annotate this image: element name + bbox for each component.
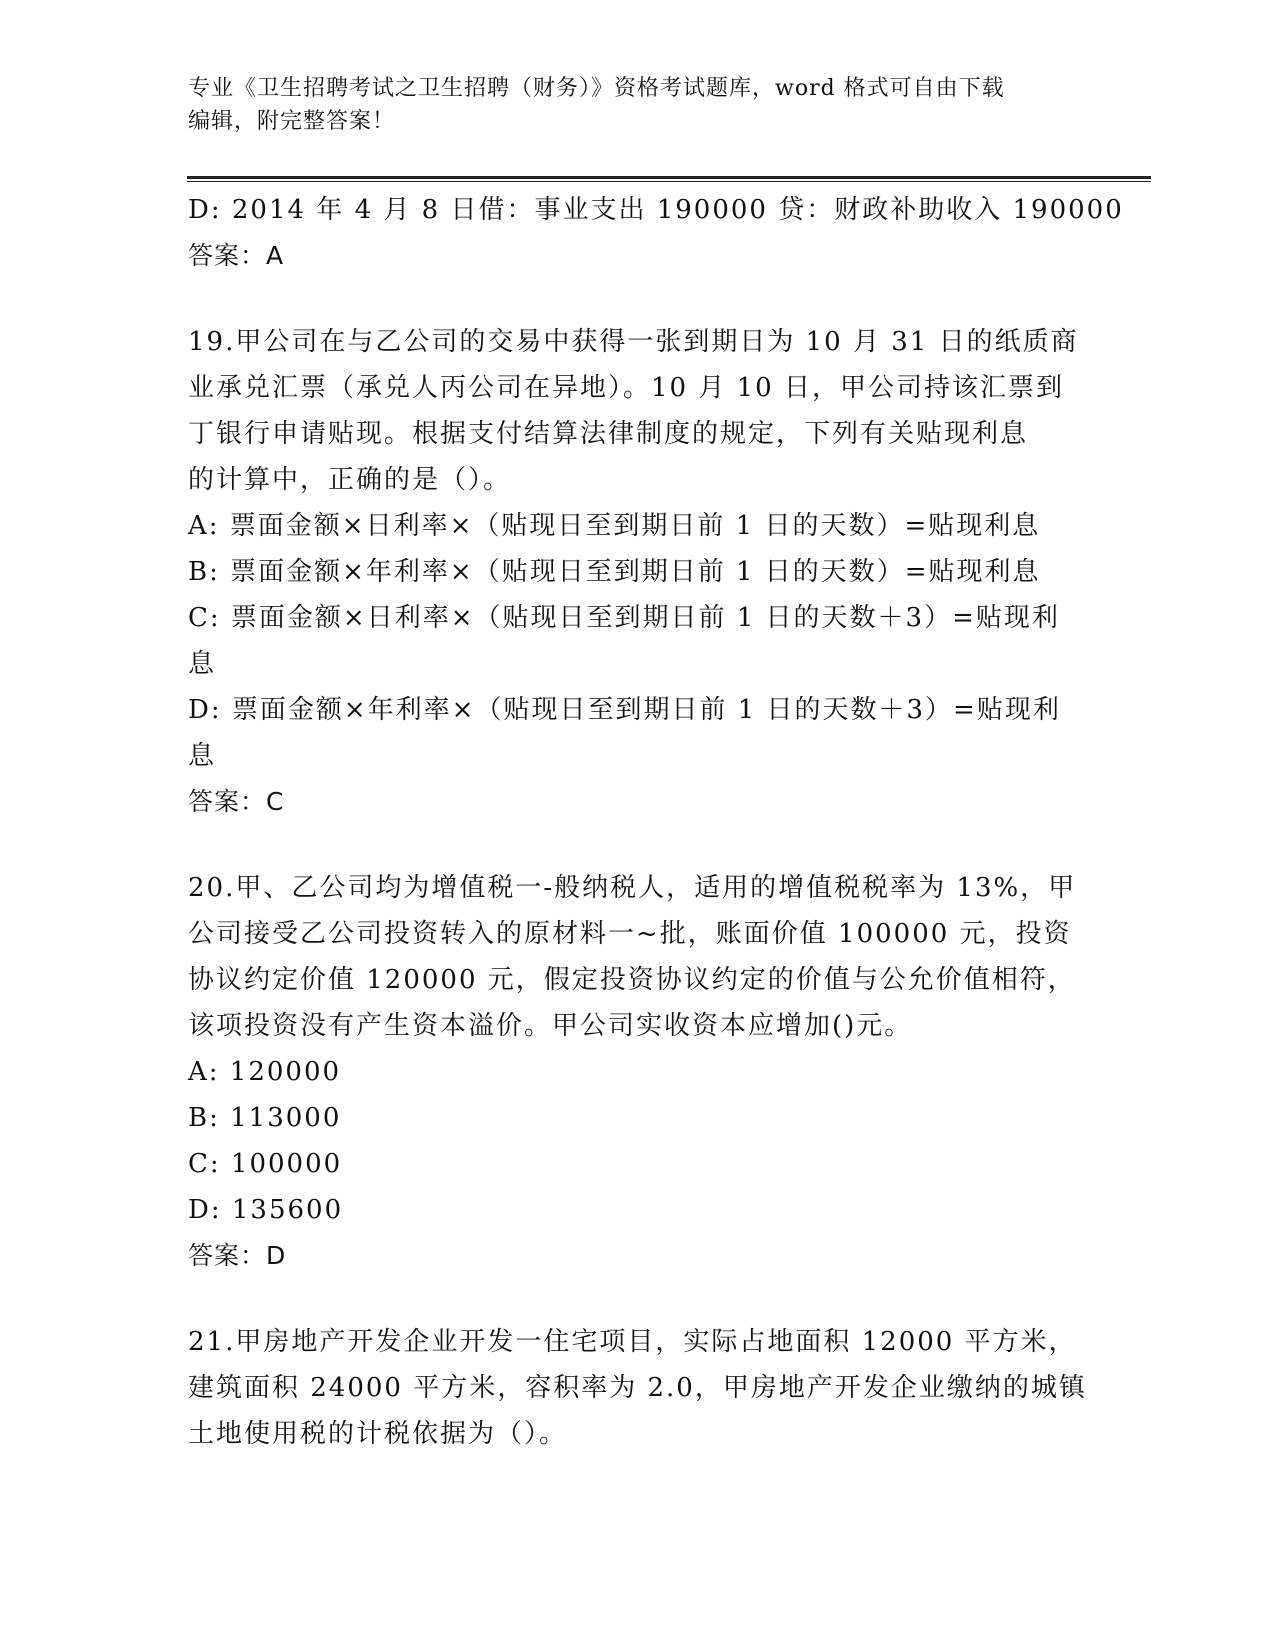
page-header — [188, 72, 1068, 138]
answer: 答案：D — [188, 1241, 287, 1270]
question-20 — [188, 865, 1088, 1279]
question-stem-line: 丁银行申请贴现。根据支付结算法律制度的规定，下列有关贴现利息 — [188, 419, 1029, 449]
option-b: B: 113000 — [188, 1103, 342, 1133]
question-21 — [188, 1319, 1088, 1457]
prev-option-d: D: 2014 年 4 月 8 日借：事业支出 190000 贷：财政补助收入 190000 — [188, 195, 1124, 225]
header-divider-thick — [187, 176, 1151, 179]
question-stem-line: 该项投资没有产生资本溢价。甲公司实收资本应增加()元。 — [188, 1011, 913, 1041]
answer: 答案：C — [188, 787, 285, 816]
header-line-1: 专业《卫生招聘考试之卫生招聘（财务）》资格考试题库，word 格式可自由下载 — [188, 76, 1005, 101]
option-c-continued: 息 — [188, 649, 217, 679]
question-stem-line: 19.甲公司在与乙公司的交易中获得一张到期日为 10 月 31 日的纸质商 — [188, 327, 1079, 357]
option-d: D: 票面金额×年利率×（贴现日至到期日前 1 日的天数＋3）=贴现利 — [188, 695, 1061, 725]
header-divider-thin — [187, 181, 1151, 182]
question-stem-line: 的计算中，正确的是（）。 — [188, 465, 512, 495]
option-a: A: 票面金额×日利率×（贴现日至到期日前 1 日的天数）=贴现利息 — [188, 511, 1041, 541]
question-stem-line: 业承兑汇票（承兑人丙公司在异地）。10 月 10 日，甲公司持该汇票到 — [188, 373, 1064, 403]
header-line-2: 编辑，附完整答案！ — [188, 109, 396, 134]
option-c: C: 100000 — [188, 1149, 343, 1179]
question-stem-line: 21.甲房地产开发企业开发一住宅项目，实际占地面积 12000 平方米， — [188, 1327, 1077, 1357]
question-stem-line: 土地使用税的计税依据为（）。 — [188, 1419, 568, 1449]
prev-answer: 答案：A — [188, 241, 285, 270]
question-stem-line: 公司接受乙公司投资转入的原材料一~批，账面价值 100000 元，投资 — [188, 919, 1072, 949]
question-stem-line: 协议约定价值 120000 元，假定投资协议约定的价值与公允价值相符， — [188, 965, 1076, 995]
question-19 — [188, 319, 1088, 825]
question-stem-line: 20.甲、乙公司均为增值税一-般纳税人，适用的增值税税率为 13%，甲 — [188, 873, 1077, 903]
option-c: C: 票面金额×日利率×（贴现日至到期日前 1 日的天数＋3）=贴现利 — [188, 603, 1060, 633]
option-d: D: 135600 — [188, 1195, 344, 1225]
option-a: A: 120000 — [188, 1057, 342, 1087]
option-d-continued: 息 — [188, 741, 217, 771]
document-body — [188, 187, 1124, 1457]
question-stem-line: 建筑面积 24000 平方米，容积率为 2.0，甲房地产开发企业缴纳的城镇 — [188, 1373, 1087, 1403]
option-b: B: 票面金额×年利率×（贴现日至到期日前 1 日的天数）=贴现利息 — [188, 557, 1041, 587]
